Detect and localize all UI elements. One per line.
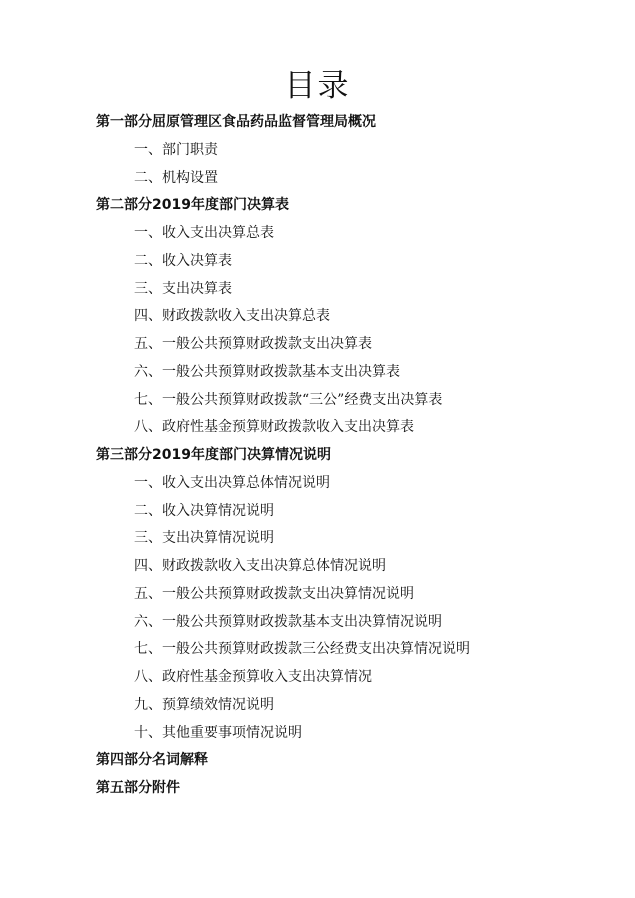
toc-entry: 二、收入决算表 xyxy=(134,252,232,269)
toc-entry: 二、机构设置 xyxy=(134,169,218,186)
toc-entry: 五、一般公共预算财政拨款支出决算情况说明 xyxy=(134,585,414,602)
toc-entry: 五、一般公共预算财政拨款支出决算表 xyxy=(134,336,372,352)
toc-part-heading: 第五部分附件 xyxy=(96,780,180,796)
toc-entry: 一、部门职责 xyxy=(134,141,218,158)
toc-entry: 六、一般公共预算财政拨款基本支出决算表 xyxy=(134,363,400,380)
toc-entry: 七、一般公共预算财政拨款三公经费支出决算情况说明 xyxy=(134,641,470,658)
toc-entry: 一、收入支出决算总表 xyxy=(134,225,274,241)
toc-part-heading: 第二部分2019年度部门决算表 xyxy=(96,197,289,214)
toc-entry: 六、一般公共预算财政拨款基本支出决算情况说明 xyxy=(134,613,442,630)
toc-entry: 三、支出决算表 xyxy=(134,280,232,297)
toc-part-heading: 第一部分屈原管理区食品药品监督管理局概况 xyxy=(96,114,376,130)
toc-entry: 七、一般公共预算财政拨款“三公”经费支出决算表 xyxy=(134,391,443,408)
toc-entry: 十、其他重要事项情况说明 xyxy=(134,724,302,741)
toc-part-heading: 第四部分名词解释 xyxy=(96,752,208,769)
toc-entry: 二、收入决算情况说明 xyxy=(134,502,274,519)
toc-entry: 九、预算绩效情况说明 xyxy=(134,696,274,713)
toc-entry: 一、收入支出决算总体情况说明 xyxy=(134,474,330,491)
toc-entry: 八、政府性基金预算财政拨款收入支出决算表 xyxy=(134,419,414,436)
toc-entry: 八、政府性基金预算收入支出决算情况 xyxy=(134,669,372,685)
page-title: 目录 xyxy=(284,68,351,104)
toc-entry: 四、财政拨款收入支出决算总表 xyxy=(134,308,330,325)
toc-entry: 四、财政拨款收入支出决算总体情况说明 xyxy=(134,558,386,574)
toc-entry: 三、支出决算情况说明 xyxy=(134,530,274,547)
toc-part-heading: 第三部分2019年度部门决算情况说明 xyxy=(96,447,331,463)
